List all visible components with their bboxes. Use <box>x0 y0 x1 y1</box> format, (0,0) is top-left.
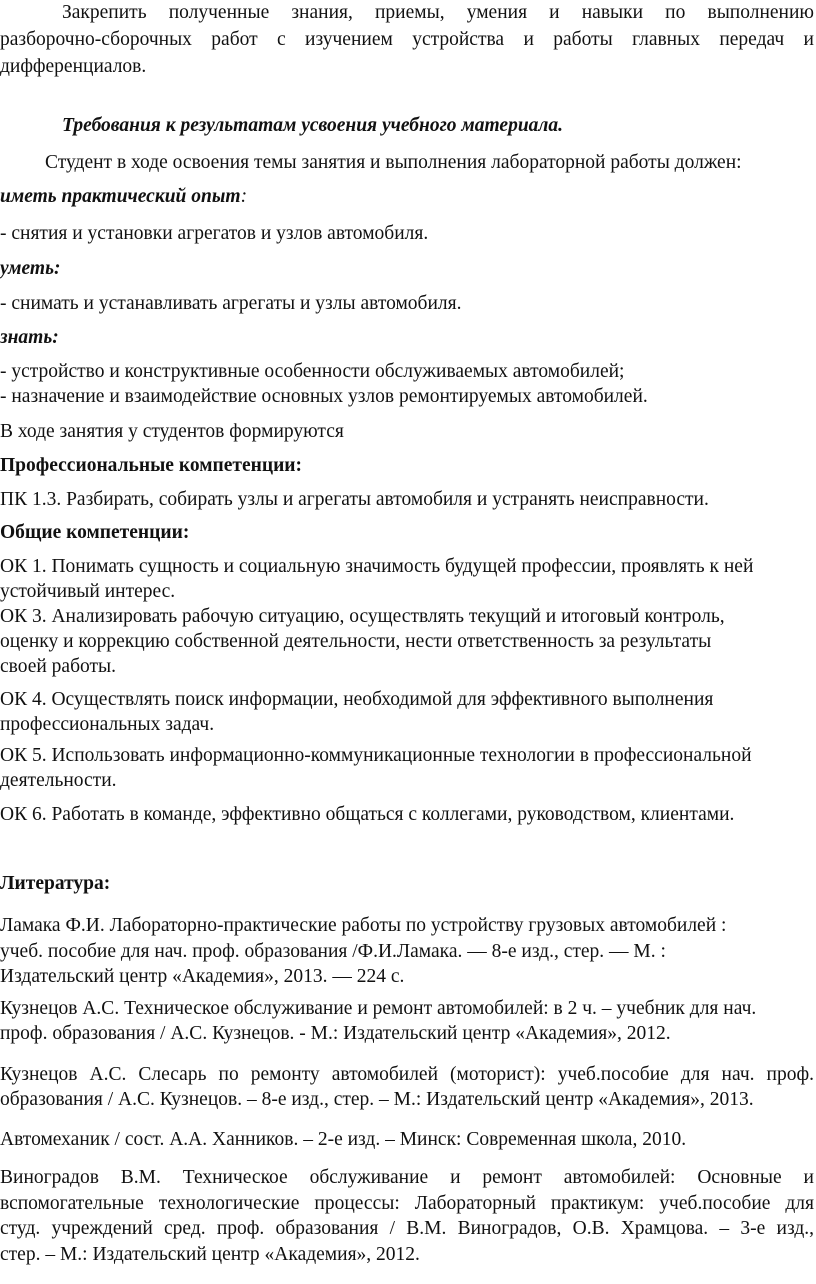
literature-line: Издательский центр «Академия», 2013. — 224 с. <box>0 966 405 987</box>
skill-label: уметь: <box>0 258 61 279</box>
ok-line: деятельности. <box>0 770 117 791</box>
ok-line: устойчивый интерес. <box>0 581 176 602</box>
literature-line: стер. – М.: Издательский центр «Академия», 2012. <box>0 1244 420 1265</box>
literature-line: вспомогательные технологические процессы: Лабораторный практикум: учеб.пособие для <box>0 1193 814 1214</box>
experience-label-text: иметь практический опыт <box>0 186 241 207</box>
literature-line: образования / А.С. Кузнецов. – 8-е изд., стер. – М.: Издательский центр «Академия», 2013. <box>0 1089 754 1110</box>
requirements-heading: Требования к результатам усвоения учебного материала. <box>62 115 564 136</box>
know-item: - назначение и взаимодействие основных узлов ремонтируемых автомобилей. <box>0 386 648 407</box>
prof-competencies-heading: Профессиональные компетенции: <box>0 455 303 476</box>
ok-line: ОК 5. Использовать информационно-коммуникационные технологии в профессиональной <box>0 745 752 766</box>
know-label: знать: <box>0 327 59 348</box>
student-line: Студент в ходе освоения темы занятия и выполнения лабораторной работы должен: <box>45 152 742 173</box>
intro-line: Закрепить полученные знания, приемы, умения и навыки по выполнению <box>62 2 814 23</box>
pk-item: ПК 1.3. Разбирать, собирать узлы и агрегаты автомобиля и устранять неисправности. <box>0 489 709 510</box>
ok6-item: ОК 6. Работать в команде, эффективно общаться с коллегами, руководством, клиентами. <box>0 804 735 825</box>
intro-line: дифференциалов. <box>0 56 147 77</box>
ok-line: профессиональных задач. <box>0 714 215 735</box>
experience-label <box>0 184 816 210</box>
intro-line: разборочно-сборочных работ с изучением устройства и работы главных передач и <box>0 29 814 50</box>
literature-line: Кузнецов А.С. Техническое обслуживание и ремонт автомобилей: в 2 ч. – учебник для нач. <box>0 998 757 1019</box>
literature-line: студ. учреждений сред. проф. образования / В.М. Виноградов, О.В. Храмцова. – 3-е изд., <box>0 1218 814 1239</box>
know-item: - устройство и конструктивные особенности обслуживаемых автомобилей; <box>0 361 625 382</box>
ok-line: ОК 1. Понимать сущность и социальную значимость будущей профессии, проявлять к ней <box>0 556 754 577</box>
literature-line: учеб. пособие для нач. проф. образования /Ф.И.Ламака. — 8-е изд., стер. — М. : <box>0 941 666 962</box>
ok-line: ОК 3. Анализировать рабочую ситуацию, осуществлять текущий и итоговый контроль, <box>0 606 725 627</box>
forming-line: В ходе занятия у студентов формируются <box>0 421 344 442</box>
experience-colon: : <box>240 186 248 207</box>
skill-item: - снимать и устанавливать агрегаты и узлы автомобиля. <box>0 293 462 314</box>
literature-line: Виноградов В.М. Техническое обслуживание и ремонт автомобилей: Основные и <box>0 1167 814 1188</box>
ok-line: ОК 4. Осуществлять поиск информации, необходимой для эффективного выполнения <box>0 689 714 710</box>
literature-heading: Литература: <box>0 873 111 894</box>
literature-line: Кузнецов А.С. Слесарь по ремонту автомобилей (моторист): учеб.пособие для нач. проф. <box>0 1064 814 1085</box>
ok-line: своей работы. <box>0 656 117 677</box>
literature-line: проф. образования / А.С. Кузнецов. - М.: Издательский центр «Академия», 2012. <box>0 1023 671 1044</box>
literature-entry: Автомеханик / сост. А.А. Ханников. – 2-е изд. – Минск: Современная школа, 2010. <box>0 1129 687 1150</box>
general-competencies-heading: Общие компетенции: <box>0 522 190 543</box>
experience-item: - снятия и установки агрегатов и узлов автомобиля. <box>0 223 429 244</box>
literature-line: Ламака Ф.И. Лабораторно-практические работы по устройству грузовых автомобилей : <box>0 915 727 936</box>
ok-line: оценку и коррекцию собственной деятельности, нести ответственность за результаты <box>0 631 712 652</box>
